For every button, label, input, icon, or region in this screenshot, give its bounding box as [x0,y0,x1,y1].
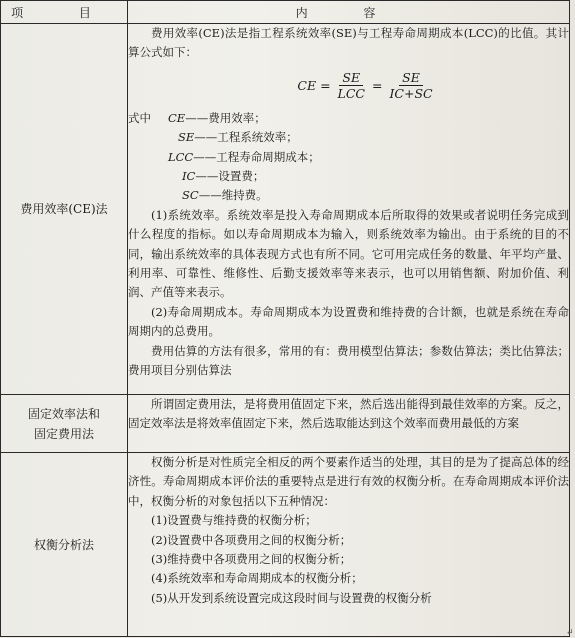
tradeoff-item-4: (4)系统效率和寿命周期成本的权衡分析； [151,571,363,586]
tradeoff-item-5: (5)从开发到系统设置完成这段时间与设置费的权衡分析 [151,590,432,605]
fraction-1: $\frac{SE}{\text{LCC}}$ [337,70,365,102]
definition-item: LCC ——工程寿命周期成本； [168,149,320,164]
header-item: 项 目 [1,1,128,24]
table-row [1,395,570,453]
fee-paragraph-1: (1)系统效率。系统效率是投入寿命周期成本后所取得的效果或者说明任务完成到什么程度的指标。如以寿命周期成本为输入，则系统效率为输出。由于系统的目的不同，输出系统效率的具体表现方式也有所不同。它可用完成任务的数量、年平均产量、利用率、可靠性、维修性、后勤支援效率等来表示，也可以用销售额、附加价值、利润、产值等来表示。 [128,207,569,300]
row-label-fixed: 固定效率法和 固定费用法 [1,395,128,453]
paragraph-mark-icon: ↵ [566,628,574,638]
definition-item: 式中 CE ——费用效率； [128,110,266,125]
header-content: 内 容 [128,1,570,24]
tradeoff-item-3: (3)维持费中各项费用之间的权衡分析； [151,552,352,567]
definition-list [128,109,569,206]
tradeoff-intro: 权衡分析是对性质完全相反的两个要素作适当的处理，其目的是为了提高总体的经济性。寿命周期成本评价法的重要特点是进行有效的权衡分析。在寿命周期成本评价法中，权衡分析的对象包括以下五种情况： [128,455,569,508]
table-row [1,24,570,395]
formula: CE = $\frac{SE}{\text{LCC}}$ = $\frac{SE}{IC+SC}$ [168,63,569,109]
definition-item: IC ——设置费； [182,169,265,184]
tradeoff-item-1: (1)设置费与维持费的权衡分析； [151,513,317,528]
fixed-text: 所谓固定费用法，是将费用值固定下来，然后选出能得到最佳效率的方案。反之，固定效率法是将效率值固定下来，然后选取能达到这个效率而费用最低的方案 [128,397,569,431]
definition-item: SE ——工程系统效率； [178,130,298,145]
row-label-fee: 费用效率(CE)法 [1,24,128,395]
row-content-fixed [128,395,570,453]
fee-intro: 费用效率(CE)法是指工程系统效率(SE)与工程寿命周期成本(LCC)的比值。其计算公式如下： [128,26,569,60]
row-content-fee [128,24,570,395]
tradeoff-item-2: (2)设置费中各项费用之间的权衡分析； [151,532,352,547]
row-content-tradeoff [128,453,570,637]
table-row [1,453,570,637]
fee-paragraph-2: (2)寿命周期成本。寿命周期成本为设置费和维持费的合计额，也就是系统在寿命周期内的总费用。 [128,304,569,339]
fraction-2: $\frac{SE}{IC+SC}$ [389,70,433,102]
table-header-row [1,1,570,24]
definition-item: SC ——维持费。 [182,188,268,203]
row-label-tradeoff: 权衡分析法 [1,453,128,637]
fee-paragraph-3: 费用估算的方法有很多，常用的有：费用模型估算法；参数估算法；类比估算法；费用项目分别估算法 [128,343,569,378]
